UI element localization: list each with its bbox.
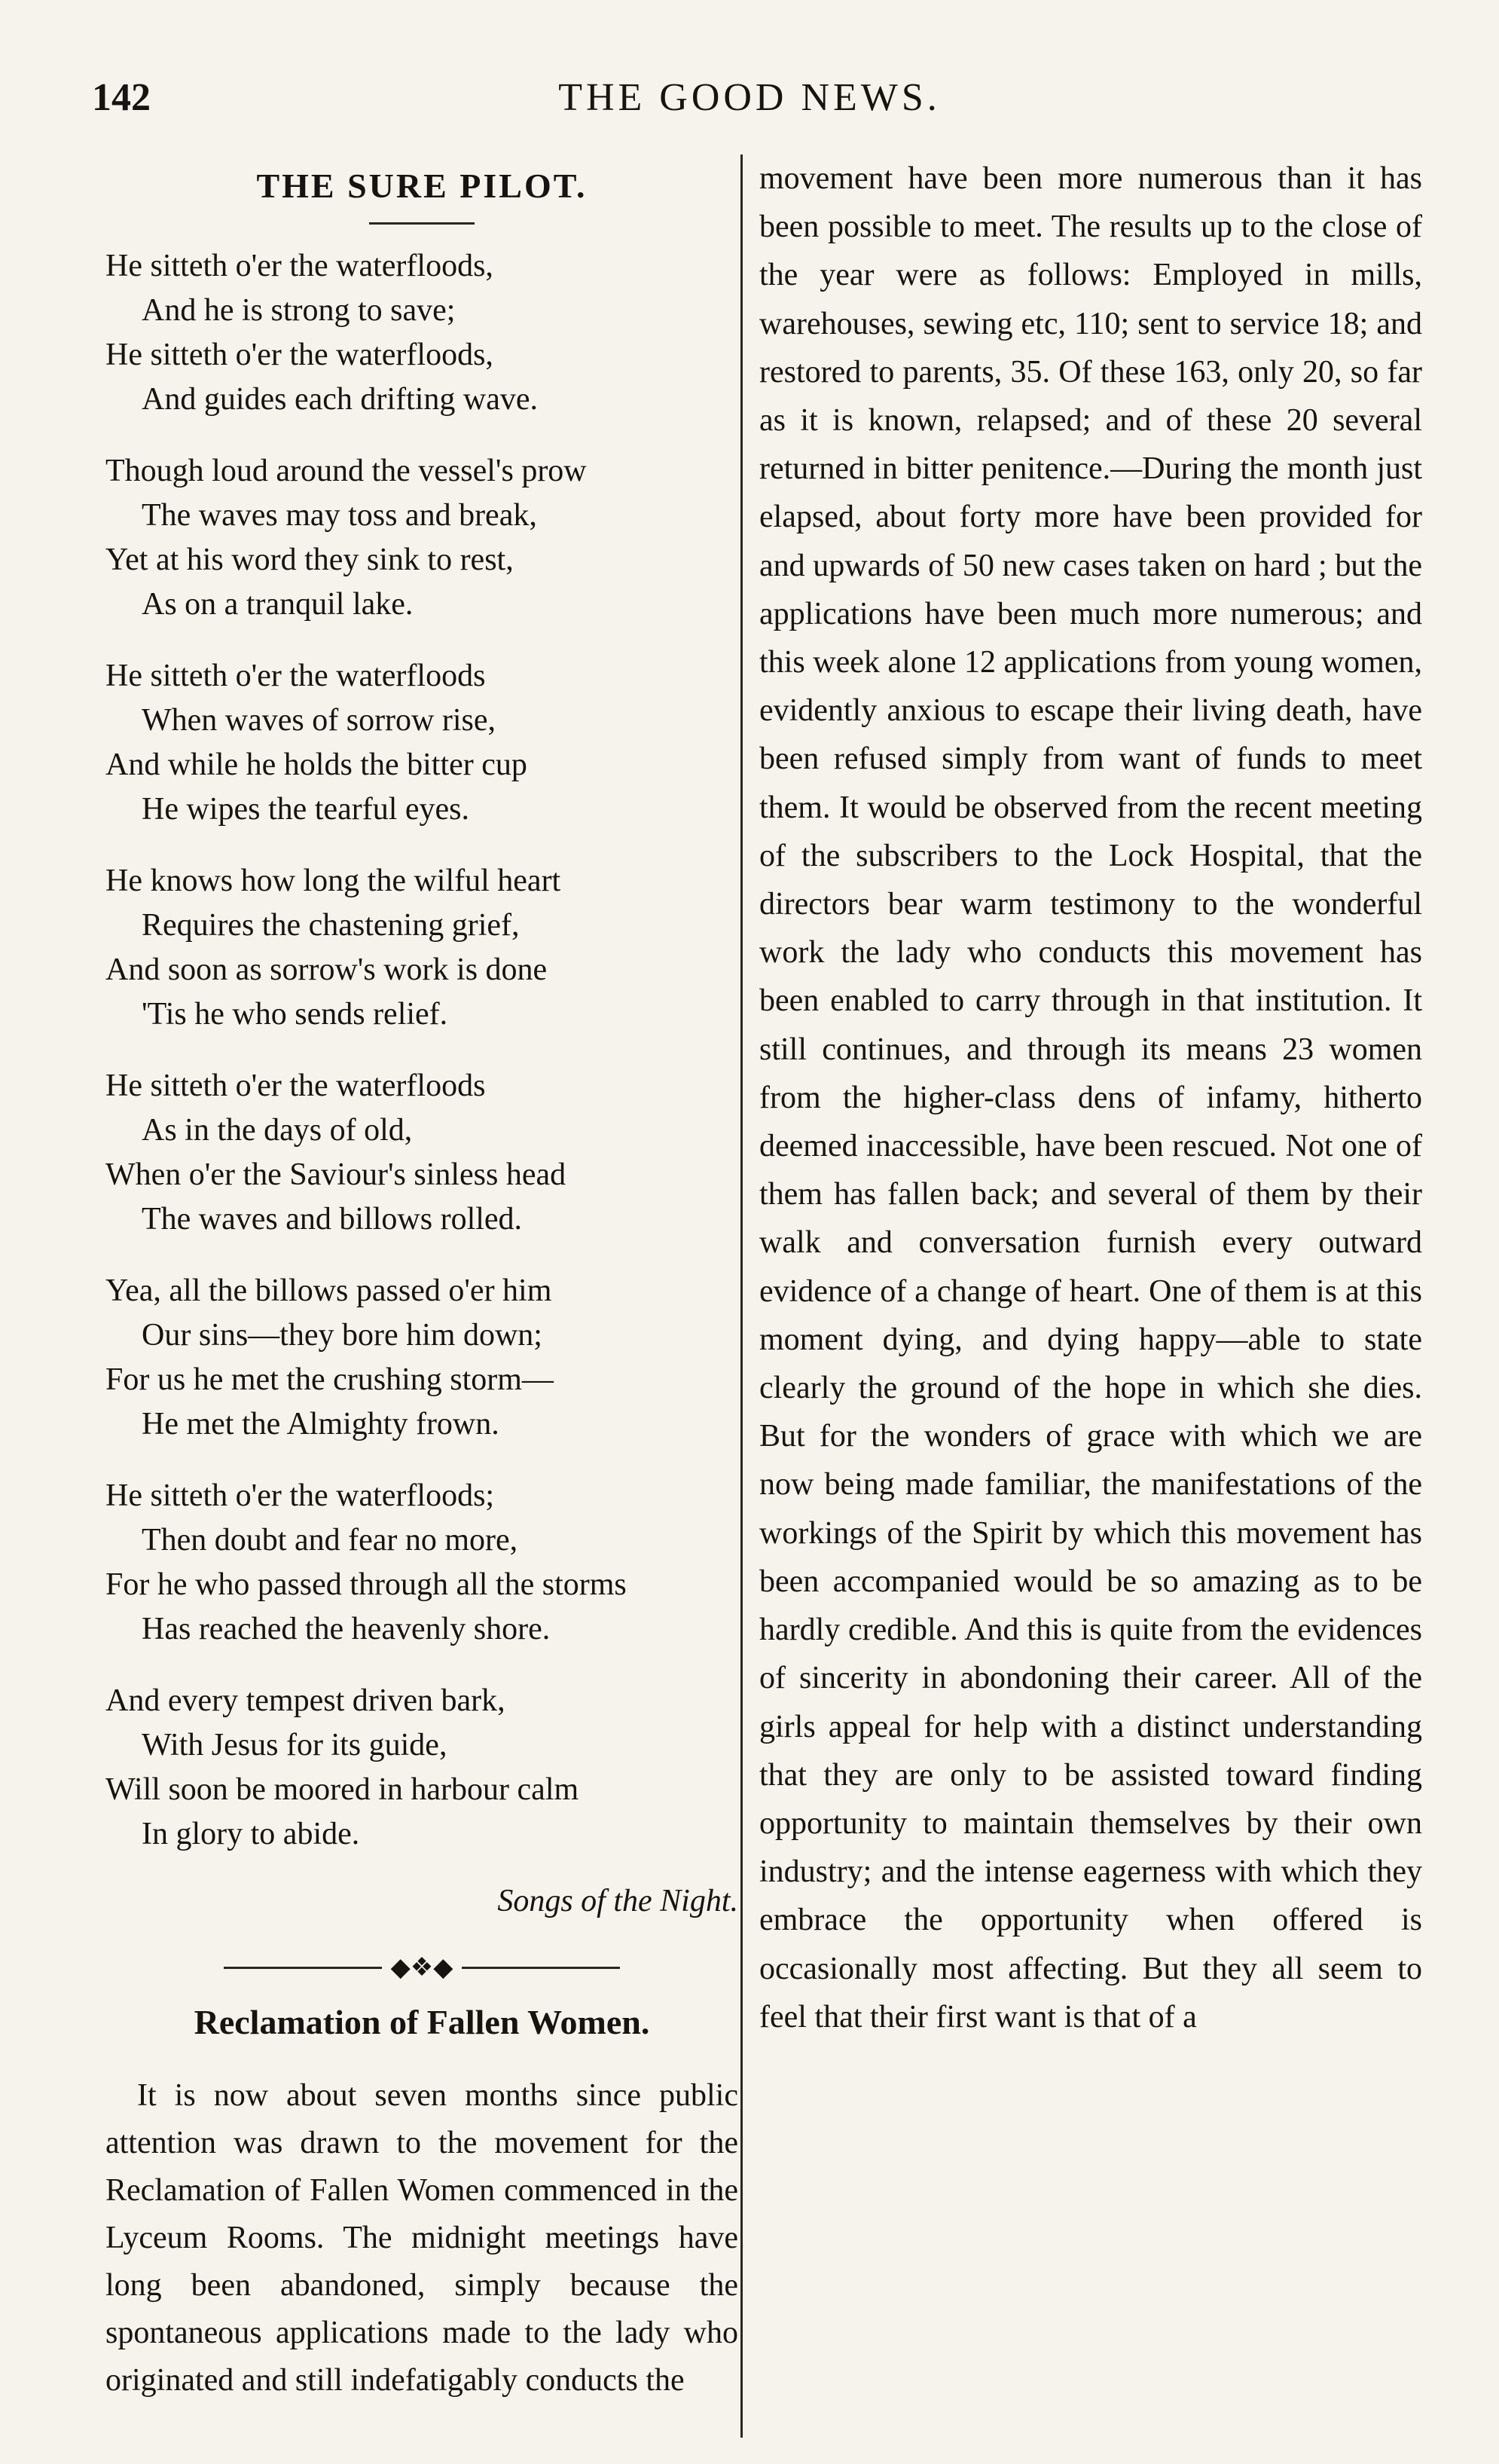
poem-line: Has reached the heavenly shore.	[142, 1612, 551, 1646]
article-title: Reclamation of Fallen Women.	[194, 2003, 650, 2041]
poem-line: And every tempest driven bark,	[105, 1683, 505, 1718]
poem-line: He sitteth o'er the waterfloods;	[105, 1478, 495, 1513]
poem-line: And guides each drifting wave.	[142, 382, 539, 417]
divider-ornament: ◆❖◆	[390, 1954, 453, 1982]
right-column	[759, 154, 1422, 2041]
poem-line: With Jesus for its guide,	[142, 1728, 447, 1762]
title-rule	[369, 222, 475, 225]
poem-line: When o'er the Saviour's sinless head	[105, 1157, 566, 1192]
poem-line: And he is strong to save;	[142, 293, 456, 328]
poem-line: Our sins—they bore him down;	[142, 1318, 542, 1353]
poem-line: For us he met the crushing storm—	[105, 1362, 554, 1397]
poem-line: He sitteth o'er the waterfloods,	[105, 249, 493, 283]
poem-line: Though loud around the vessel's prow	[105, 454, 587, 488]
page-header	[0, 75, 1499, 136]
poem-stanza	[105, 1474, 738, 1652]
page-number: 142	[92, 76, 151, 119]
article-text-right: movement have been more numerous than it has been possible to meet. The results up to the close of the year were as follows: Employed in mills, warehouses, sewing etc, 110; sent to service 18; and restored to parents, 35. Of these 163, only 20, so far as it is known, relapsed; and of these 20 several returned in bitter penitence.—During the month just elapsed, about forty more have been provided for and upwards of 50 new cases taken on hard ; but the applications have been much more numerous; and this week alone 12 applications from young women, evidently anxious to escape their living death, have been refused simply from want of funds to meet them. It would be observed from the recent meeting of the subscribers to the Lock Hospital, that the directors bear warm testimony to the wonderful work the lady who conducts this movement has been enabled to carry through in that institution. It still continues, and through its means 23 women from the higher-class dens of infamy, hitherto deemed inaccessible, have been rescued. Not one of them has fallen back; and several of them by their walk and conversation furnish every outward evidence of a change of heart. One of them is at this moment dying, and dying happy—able to state clearly the ground of the hope in which she dies. But for the wonders of grace with which we are now being made familiar, the manifestations of the workings of the Spirit by which this movement has been accompanied would be so amazing as to be hardly credible. And this is quite from the evidences of sincerity in abondoning their career. All of the girls appeal for help with a distinct understanding that they are only to be assisted toward finding opportunity to maintain themselves by their own industry; and the intense eagerness with which they embrace the opportunity when offered is occasionally most affecting. But they all seem to feel that their first want is that of a	[759, 161, 1422, 2034]
poem-line: He sitteth o'er the waterfloods	[105, 659, 486, 693]
poem-line: When waves of sorrow rise,	[142, 703, 496, 738]
poem-line: In glory to abide.	[142, 1817, 360, 1851]
poem-line: And soon as sorrow's work is done	[105, 952, 548, 987]
left-column	[105, 154, 738, 2404]
poem-line: The waves may toss and break,	[142, 498, 537, 533]
section-divider	[105, 1952, 738, 1983]
poem-line: As on a tranquil lake.	[142, 587, 414, 622]
poem-body	[105, 244, 738, 1857]
poem-stanza	[105, 859, 738, 1037]
divider-line-right	[462, 1967, 620, 1969]
poem-line: Yet at his word they sink to rest,	[105, 543, 514, 577]
poem-line: He sitteth o'er the waterfloods,	[105, 338, 493, 372]
poem-attribution: Songs of the Night.	[497, 1884, 738, 1918]
column-rule	[740, 154, 743, 2438]
poem-line: For he who passed through all the storms	[105, 1567, 627, 1602]
poem-line: Will soon be moored in harbour calm	[105, 1772, 579, 1807]
article-text-left: It is now about seven months since public attention was drawn to the movement for the Reclamation of Fallen Women commenced in the Lyceum Rooms. The midnight meetings have long been abandoned, simply because the spontaneous applications made to the lady who originated and still indefatigably conducts the	[105, 2078, 738, 2398]
poem-line: Requires the chastening grief,	[142, 908, 520, 943]
poem-line: Yea, all the billows passed o'er him	[105, 1273, 552, 1308]
poem-line: As in the days of old,	[142, 1113, 413, 1148]
poem-stanza	[105, 654, 738, 832]
poem-line: And while he holds the bitter cup	[105, 747, 527, 782]
poem-stanza	[105, 1679, 738, 1857]
poem-stanza	[105, 1064, 738, 1242]
poem-line: The waves and billows rolled.	[142, 1202, 523, 1237]
poem-line: 'Tis he who sends relief.	[142, 997, 448, 1032]
poem-line: He met the Almighty frown.	[142, 1407, 499, 1441]
divider-line-left	[224, 1967, 382, 1969]
poem-line: He knows how long the wilful heart	[105, 864, 561, 898]
poem-title: THE SURE PILOT.	[256, 167, 588, 205]
poem-stanza	[105, 449, 738, 627]
poem-line: He sitteth o'er the waterfloods	[105, 1068, 486, 1103]
running-title: THE GOOD NEWS.	[558, 76, 941, 119]
poem-stanza	[105, 244, 738, 422]
poem-line: Then doubt and fear no more,	[142, 1523, 518, 1558]
poem-stanza	[105, 1269, 738, 1447]
poem-line: He wipes the tearful eyes.	[142, 792, 469, 827]
